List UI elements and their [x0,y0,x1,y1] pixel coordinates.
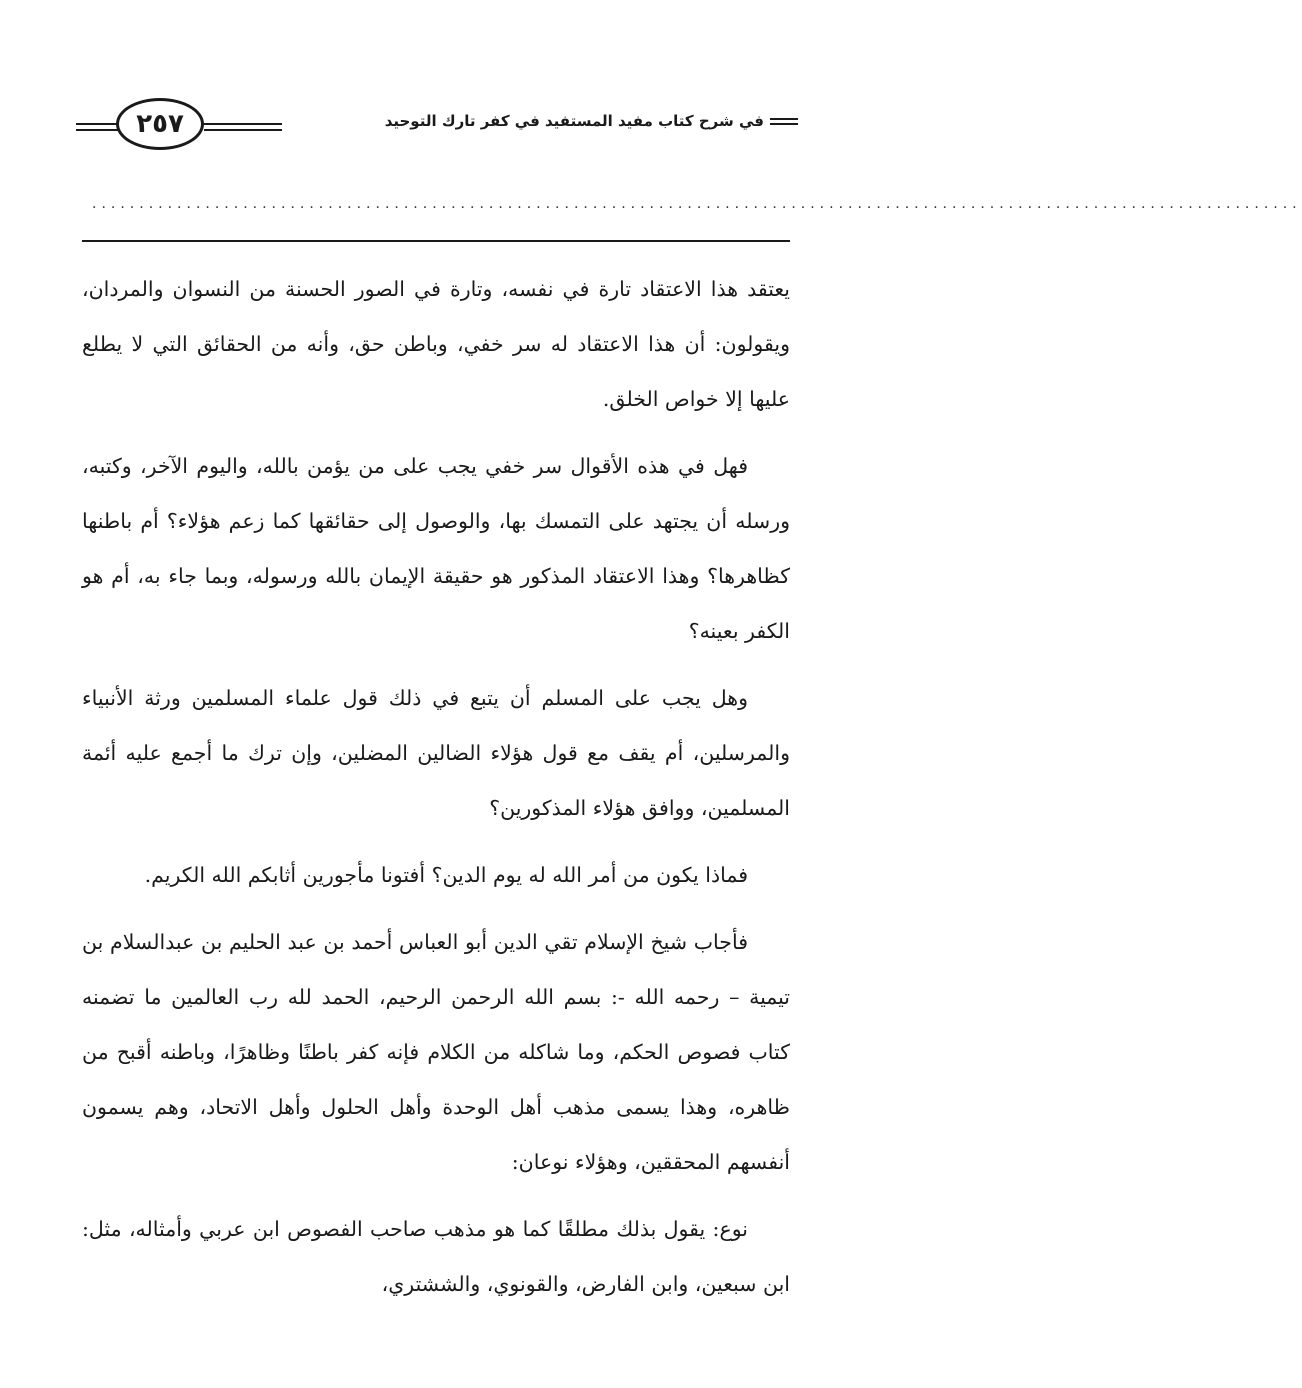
ornament-rule-right [204,123,282,131]
running-title-text: في شرح كتاب مفيد المستفيد في كفر تارك التوحيد [384,112,764,130]
page-number-ornament [76,92,286,164]
paragraph: نوع: يقول بذلك مطلقًا كما هو مذهب صاحب الفصوص ابن عربي وأمثاله، مثل: ابن سبعين، وابن الفارض، والقونوي، والششتري، [82,1217,790,1296]
body-text [82,262,790,1312]
paragraph: فأجاب شيخ الإسلام تقي الدين أبو العباس أحمد بن عبد الحليم بن عبدالسلام بن تيمية – رحمه الله -: بسم الله الرحمن الرحيم، الحمد لله رب العالمين ما تضمنه كتاب فصوص الحكم، وما شاكله من الكلام فإنه كفر باطنًا وظاهرًا، وباطنه أقبح من ظاهره، وهذا يسمى مذهب أهل الوحدة وأهل الحلول وأهل الاتحاد، وهم يسمون أنفسهم المحققين، وهؤلاء نوعان: [82,930,790,1174]
title-double-dash [770,118,798,125]
paragraph: وهل يجب على المسلم أن يتبع في ذلك قول علماء المسلمين ورثة الأنبياء والمرسلين، أم يقف مع قول هؤلاء الضالين المضلين، وإن ترك ما أجمع عليه أئمة المسلمين، ووافق هؤلاء المذكورين؟ [82,686,790,820]
page-number: ٢٥٧ [116,98,204,150]
page-header [76,92,798,164]
running-title [385,112,798,130]
paragraph: فماذا يكون من أمر الله له يوم الدين؟ أفتونا مأجورين أثابكم الله الكريم. [144,863,748,887]
solid-separator [82,240,790,242]
paragraph: يعتقد هذا الاعتقاد تارة في نفسه، وتارة في الصور الحسنة من النسوان والمردان، ويقولون: أن هذا الاعتقاد له سر خفي، وباطن حق، وأنه من الحقائق التي لا يطلع عليها إلا خواص الخلق. [82,277,790,411]
paragraph: فهل في هذه الأقوال سر خفي يجب على من يؤمن بالله، واليوم الآخر، وكتبه، ورسله أن يجتهد على التمسك بها، والوصول إلى حقائقها كما زعم هؤلاء؟ أم باطنها كظاهرها؟ وهذا الاعتقاد المذكور هو حقيقة الإيمان بالله ورسوله، وبما جاء به، أم هو الكفر بعينه؟ [82,454,790,643]
dotted-separator: ................................................................................................................................ [92,196,1302,212]
